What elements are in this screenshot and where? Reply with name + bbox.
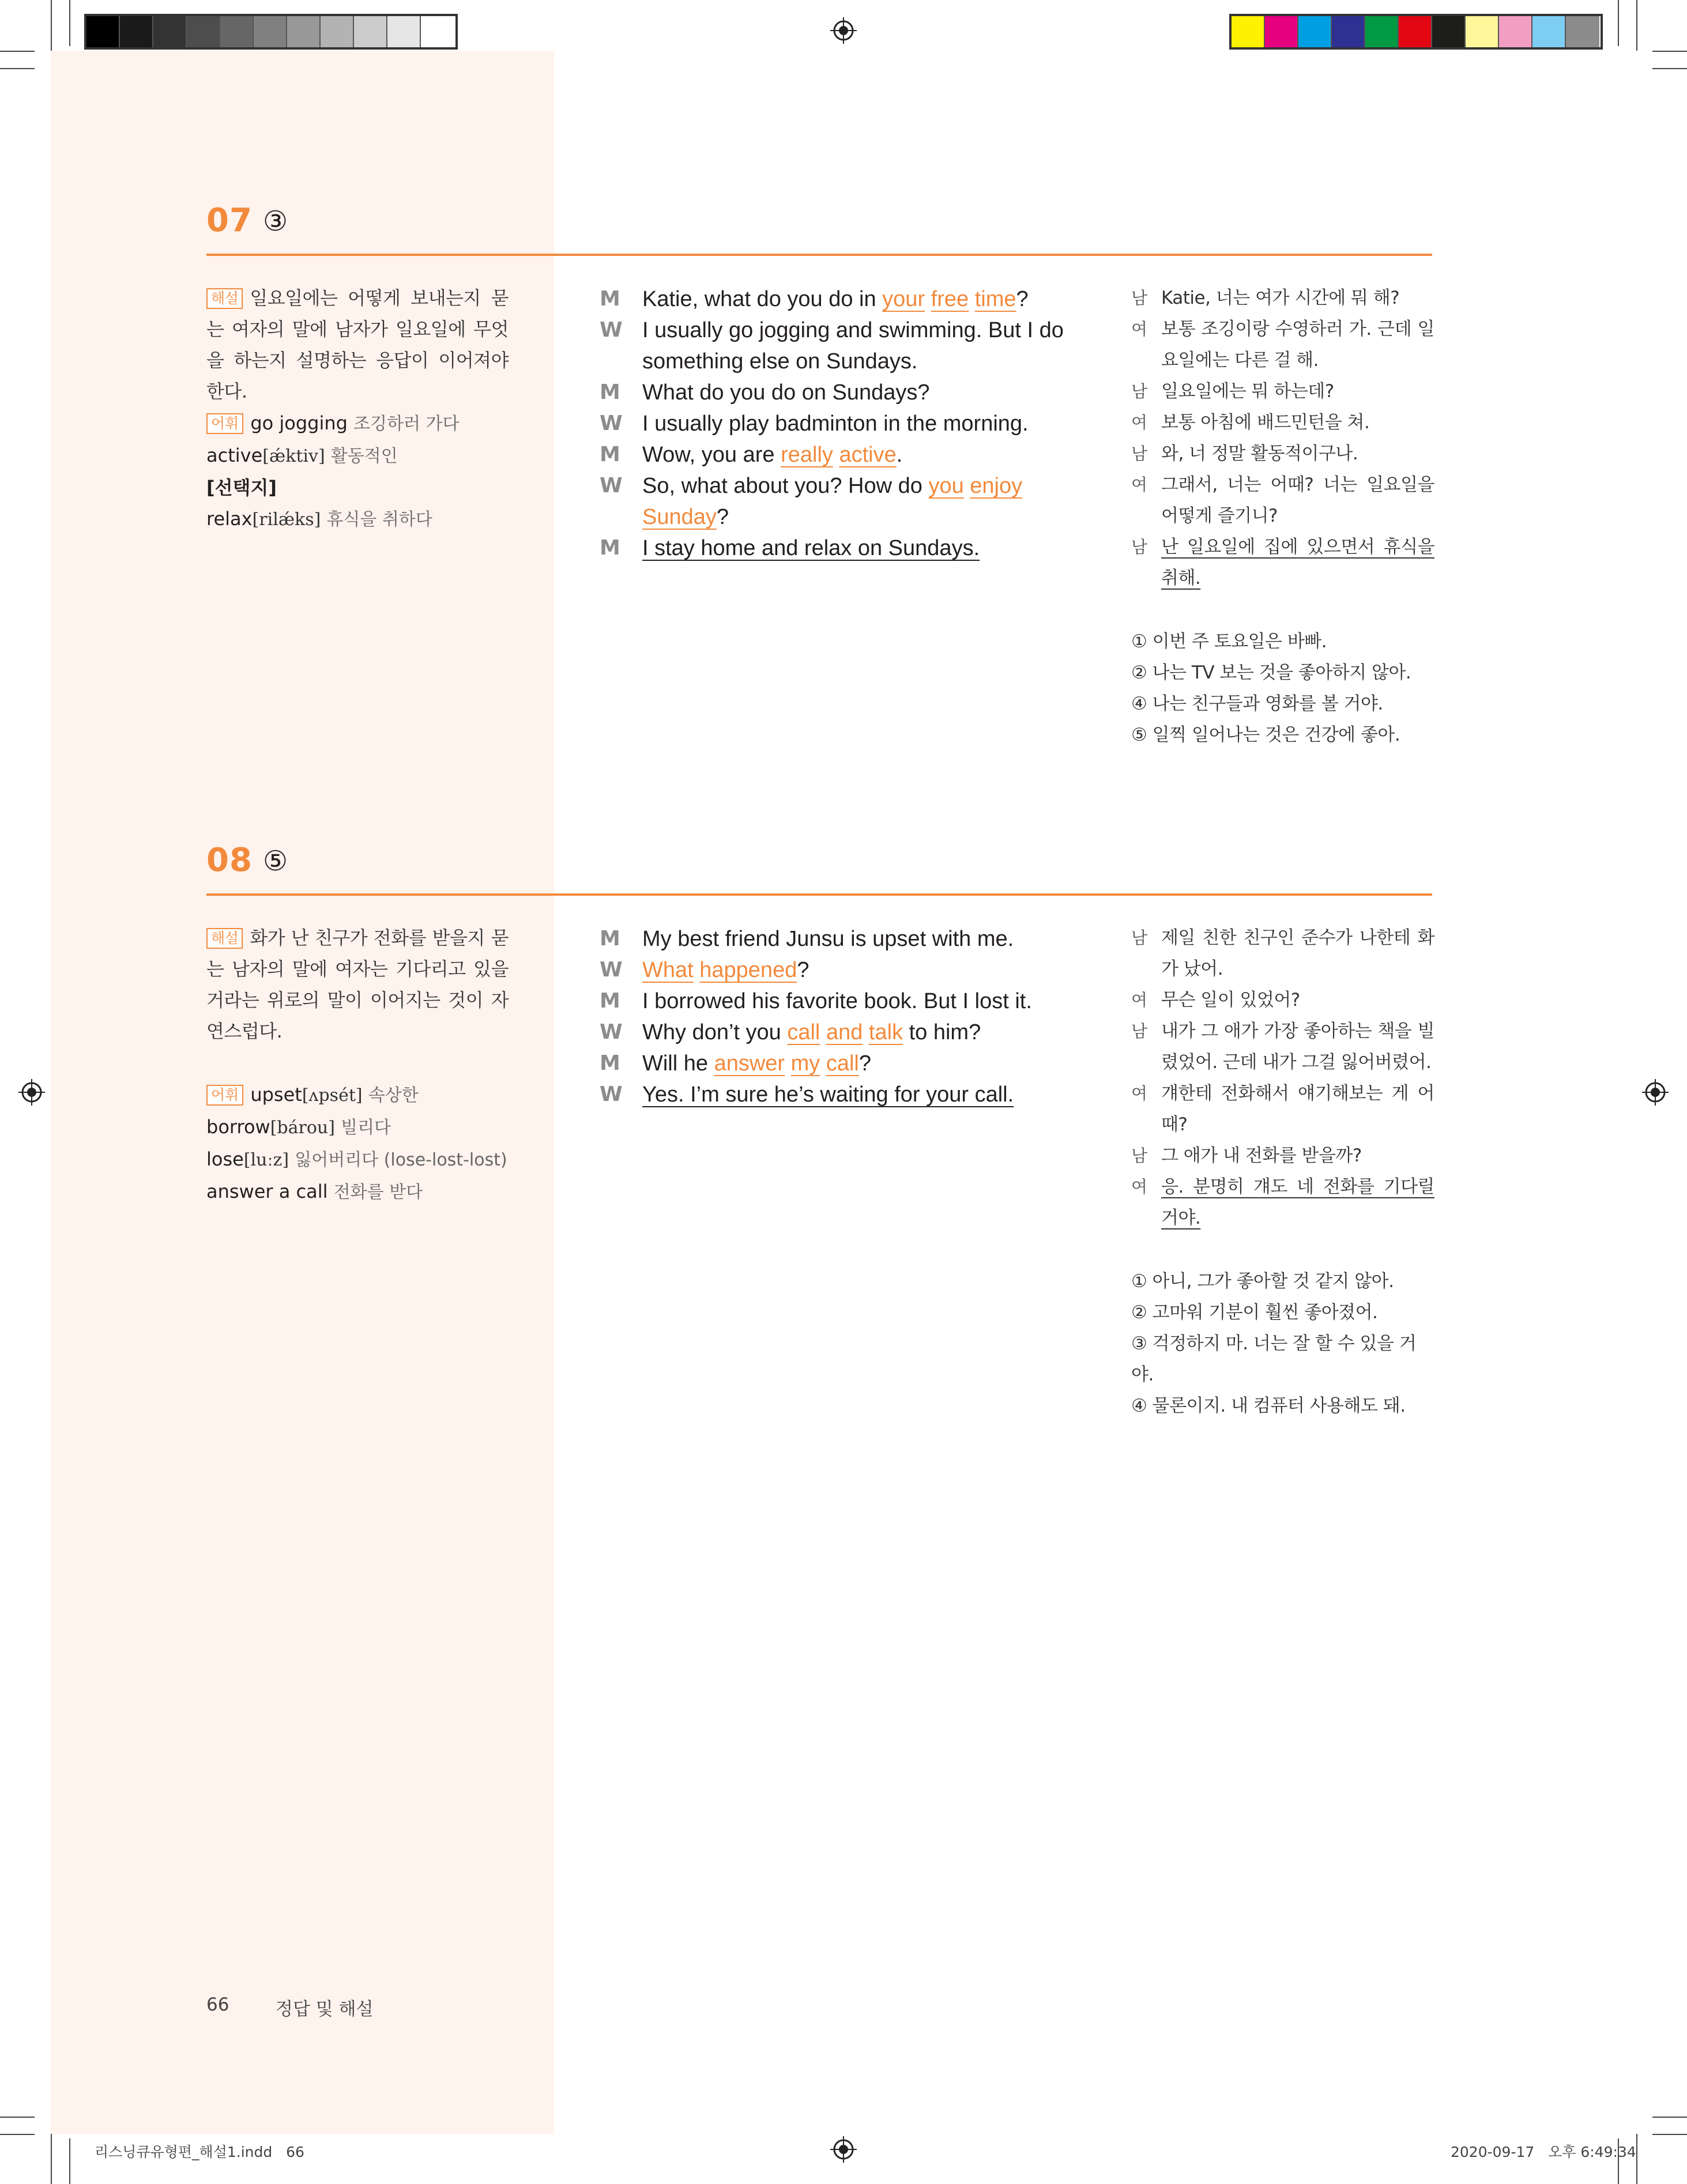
dialogue-line: [600, 1017, 1095, 1048]
vocab-word: borrow: [206, 1116, 270, 1138]
utterance: [1161, 282, 1434, 314]
line-text: What do you do on Sundays?: [642, 380, 930, 405]
vocabulary-block: [206, 408, 529, 535]
underlined-answer-text: free: [931, 287, 969, 311]
vocab-word: upset: [250, 1084, 302, 1106]
line-text: ?: [716, 505, 729, 529]
line-text: So, what about you? How do: [642, 474, 929, 498]
vocab-meaning: 빌리다: [341, 1118, 391, 1138]
speaker-label: 여: [1131, 1084, 1147, 1103]
underlined-answer-text: answer: [714, 1051, 785, 1076]
underlined-answer-text: you: [928, 474, 964, 498]
line-text: to him?: [903, 1020, 981, 1044]
dialogue-line: [600, 1079, 1095, 1110]
line-text: [964, 474, 970, 498]
translation-line: [1131, 1140, 1434, 1171]
line-text: ?: [1016, 287, 1029, 311]
line-text: [833, 443, 839, 467]
utterance: [642, 955, 1095, 986]
translation-line: [1131, 314, 1434, 376]
underlined-answer-text: happened: [699, 958, 797, 982]
speaker-label: 남: [1131, 928, 1147, 948]
section-divider: [206, 893, 1432, 896]
color-swatch: [187, 16, 220, 47]
vocab-meaning: 활동적인: [330, 446, 398, 466]
answer-marker: ③: [263, 205, 288, 237]
line-text: [785, 1051, 791, 1076]
vocab-item: [206, 408, 529, 440]
line-text: 그래서, 너는 어때? 너는 일요일을 어떻게 즐기니?: [1161, 474, 1434, 526]
translation-line: [1131, 438, 1434, 469]
translation-line: [1131, 1171, 1434, 1234]
line-text: Katie, what do you do in: [642, 287, 883, 311]
line-text: [694, 958, 700, 982]
explanation-block: [206, 282, 509, 407]
utterance: [1161, 922, 1434, 985]
underlined-answer-text: 응. 분명히 걔도 네 전화를 기다릴 거야.: [1161, 1176, 1434, 1228]
vocab-item: [206, 440, 529, 472]
underlined-answer-text: 난 일요일에 집에 있으면서 휴식을 취해.: [1161, 537, 1434, 589]
line-text: [820, 1051, 826, 1076]
line-text: 일요일에는 뭐 하는데?: [1161, 381, 1334, 402]
underlined-answer-text: active: [839, 443, 897, 467]
speaker-label: 여: [1131, 413, 1147, 432]
vocab-item: [206, 1176, 529, 1208]
dialogue-line: [600, 408, 1095, 439]
dialogue-line: [600, 955, 1095, 986]
color-swatch: [1232, 16, 1265, 47]
line-text: [863, 1020, 869, 1044]
explanation-text: 화가 난 친구가 전화를 받을지 묻는 남자의 말에 여자는 기다리고 있을 거라는 위로의 말이 이어지는 것이 자연스럽다.: [206, 927, 509, 1042]
vocab-word: lose: [206, 1148, 244, 1170]
translation-line: [1131, 407, 1434, 438]
speaker-label: W: [600, 474, 623, 497]
question-number: 07: [206, 202, 253, 239]
dialogue-line: [600, 470, 1095, 533]
utterance: [642, 533, 1095, 564]
dialogue-line: [600, 377, 1095, 408]
speaker-label: W: [600, 1082, 623, 1106]
dialogue-translation: [1131, 282, 1434, 594]
utterance: [1161, 1016, 1434, 1078]
color-swatch: [1399, 16, 1432, 47]
utterance: [1161, 1078, 1434, 1140]
speaker-label: W: [600, 412, 623, 435]
vocab-word: go jogging: [250, 412, 348, 434]
vocab-tag: 어휘: [206, 413, 243, 434]
translation-line: [1131, 922, 1434, 985]
color-swatch: [1499, 16, 1532, 47]
line-text: I usually play badminton in the morning.: [642, 412, 1029, 436]
translation-line: [1131, 1078, 1434, 1140]
dialogue-line: [600, 923, 1095, 955]
process-color-bar: [1229, 14, 1603, 50]
color-swatch: [254, 16, 287, 47]
vocab-word: relax: [206, 508, 253, 530]
color-swatch: [1466, 16, 1499, 47]
color-swatch: [1265, 16, 1298, 47]
color-swatch: [1298, 16, 1332, 47]
option-item: ④ 물론이지. 내 컴퓨터 사용해도 돼.: [1131, 1395, 1406, 1416]
answer-marker: ⑤: [263, 845, 288, 877]
option-item: ⑤ 일찍 일어나는 것은 건강에 좋아.: [1131, 725, 1400, 745]
vocab-pronunciation: [bárou]: [270, 1118, 335, 1138]
color-swatch: [1365, 16, 1399, 47]
color-swatch: [1566, 16, 1599, 47]
option-item: ② 고마워 기분이 훨씬 좋아졌어.: [1131, 1302, 1378, 1323]
vocab-pronunciation: [ʌpsét]: [302, 1085, 363, 1106]
underlined-answer-text: Yes. I’m sure he’s waiting for your call.: [642, 1082, 1014, 1107]
line-text: I usually go jogging and swimming. But I do something else on Sundays.: [642, 318, 1064, 374]
explanation-block: [206, 922, 509, 1047]
speaker-label: M: [600, 443, 620, 466]
explanation-text: 일요일에는 어떻게 보내는지 묻는 여자의 말에 남자가 일요일에 무엇을 하는지 설명하는 응답이 이어져야 한다.: [206, 287, 509, 402]
translation-line: [1131, 1016, 1434, 1078]
translation-line: [1131, 531, 1434, 594]
utterance: [642, 470, 1095, 533]
underlined-answer-text: time: [974, 287, 1016, 311]
line-text: [925, 287, 931, 311]
dialogue-translation: [1131, 922, 1434, 1234]
line-text: ?: [858, 1051, 872, 1076]
speaker-label: W: [600, 958, 623, 982]
underlined-answer-text: What: [642, 958, 694, 982]
translation-line: [1131, 985, 1434, 1016]
speaker-label: M: [600, 287, 620, 311]
color-swatch: [354, 16, 387, 47]
vocab-pronunciation: [rilǽks]: [252, 510, 321, 530]
vocab-meaning: 휴식을 취하다: [326, 510, 432, 530]
line-text: Wow, you are: [642, 443, 781, 467]
speaker-label: 남: [1131, 444, 1147, 463]
speaker-label: W: [600, 1020, 623, 1044]
page-number: 66: [206, 1994, 229, 2015]
underlined-answer-text: call: [826, 1051, 859, 1076]
underlined-answer-text: enjoy: [970, 474, 1023, 498]
color-swatch: [120, 16, 153, 47]
utterance: [642, 986, 1095, 1017]
line-text: .: [896, 443, 903, 467]
speaker-label: M: [600, 536, 620, 560]
speaker-label: W: [600, 318, 623, 342]
vocab-item: [206, 503, 529, 535]
vocab-tag: 어휘: [206, 1085, 243, 1106]
vocabulary-block: [206, 1079, 529, 1208]
registration-mark-icon: [830, 17, 857, 44]
grayscale-color-bar: [84, 14, 458, 50]
option-item: ② 나는 TV 보는 것을 좋아하지 않아.: [1131, 662, 1411, 683]
question-number: 08: [206, 842, 253, 879]
speaker-label: 남: [1131, 1146, 1147, 1165]
translation-line: [1131, 376, 1434, 407]
dialogue-script: [600, 923, 1095, 1110]
vocab-word: answer a call: [206, 1180, 328, 1202]
vocab-pronunciation: [luːz]: [243, 1150, 289, 1170]
line-text: 그 애가 내 전화를 받을까?: [1161, 1145, 1362, 1166]
utterance: [642, 284, 1095, 315]
utterance: [1161, 1171, 1434, 1234]
speaker-label: 남: [1131, 288, 1147, 308]
line-text: 제일 친한 친구인 준수가 나한테 화가 났어.: [1161, 927, 1434, 979]
option-item: ③ 걱정하지 마. 너는 잘 할 수 있을 거야.: [1131, 1333, 1417, 1385]
speaker-label: M: [600, 927, 620, 950]
dialogue-script: [600, 284, 1095, 564]
color-swatch: [287, 16, 321, 47]
underlined-answer-text: your: [882, 287, 925, 311]
dialogue-line: [600, 986, 1095, 1017]
speaker-label: 남: [1131, 382, 1147, 401]
underlined-answer-text: call: [787, 1020, 820, 1044]
line-text: Why don’t you: [642, 1020, 788, 1044]
utterance: [642, 1048, 1095, 1079]
speaker-label: 여: [1131, 319, 1147, 339]
option-item: ④ 나는 친구들과 영화를 볼 거야.: [1131, 693, 1383, 714]
underlined-answer-text: really: [781, 443, 833, 467]
translation-line: [1131, 282, 1434, 314]
utterance: [642, 408, 1095, 439]
speaker-label: 여: [1131, 990, 1147, 1010]
registration-mark-icon: [830, 2136, 857, 2163]
speaker-label: M: [600, 1051, 620, 1075]
vocab-meaning: 전화를 받다: [333, 1182, 423, 1202]
underlined-answer-text: Sunday: [642, 505, 717, 529]
utterance: [1161, 376, 1434, 407]
line-text: [820, 1020, 826, 1044]
underlined-answer-text: talk: [868, 1020, 903, 1044]
vocab-meaning: 속상한: [368, 1085, 419, 1106]
color-swatch: [321, 16, 354, 47]
color-swatch: [1332, 16, 1365, 47]
color-swatch: [421, 16, 454, 47]
utterance: [642, 1079, 1095, 1110]
underlined-answer-text: I stay home and relax on Sundays.: [642, 536, 980, 560]
utterance: [642, 1017, 1095, 1048]
vocab-item: [206, 1144, 529, 1176]
translation-line: [1131, 469, 1434, 531]
underlined-answer-text: my: [790, 1051, 820, 1076]
print-slug-timestamp: 2020-09-17 오후 6:49:34: [1451, 2144, 1636, 2160]
choices-section-label: [선택지]: [206, 477, 277, 499]
utterance: [1161, 469, 1434, 531]
line-text: 걔한테 전화해서 얘기해보는 게 어때?: [1161, 1083, 1434, 1135]
dialogue-line: [600, 315, 1095, 377]
speaker-label: M: [600, 989, 620, 1013]
color-swatch: [220, 16, 254, 47]
vocab-meaning: 조깅하러 가다: [353, 414, 460, 434]
explanation-tag: 해설: [206, 928, 243, 949]
line-text: ?: [797, 958, 809, 982]
line-text: Will he: [642, 1051, 714, 1076]
vocab-word: active: [206, 444, 263, 466]
line-text: 보통 아침에 배드민턴을 쳐.: [1161, 412, 1370, 433]
line-text: My best friend Junsu is upset with me.: [642, 927, 1014, 951]
underlined-answer-text: and: [826, 1020, 863, 1044]
color-swatch: [86, 16, 120, 47]
utterance: [1161, 985, 1434, 1016]
utterance: [642, 377, 1095, 408]
print-slug-filename: 리스닝큐유형편_해설1.indd 66: [95, 2144, 304, 2160]
line-text: 내가 그 애가 가장 좋아하는 책을 빌렸었어. 근데 내가 그걸 잃어버렸어.: [1161, 1021, 1434, 1073]
speaker-label: M: [600, 380, 620, 404]
vocab-pronunciation: [ǽktiv]: [262, 446, 325, 466]
color-swatch: [1432, 16, 1466, 47]
speaker-label: 남: [1131, 537, 1147, 557]
color-swatch: [153, 16, 187, 47]
line-text: [969, 287, 975, 311]
explanation-tag: 해설: [206, 288, 243, 309]
utterance: [1161, 438, 1434, 469]
color-swatch: [387, 16, 421, 47]
color-swatch: [1532, 16, 1566, 47]
line-text: 보통 조깅이랑 수영하러 가. 근데 일요일에는 다른 걸 해.: [1161, 319, 1434, 371]
utterance: [642, 439, 1095, 470]
vocab-item: [206, 1111, 529, 1144]
speaker-label: 여: [1131, 1177, 1147, 1197]
speaker-label: 남: [1131, 1021, 1147, 1041]
speaker-label: 여: [1131, 475, 1147, 495]
line-text: I borrowed his favorite book. But I lost it.: [642, 989, 1032, 1013]
utterance: [642, 923, 1095, 955]
answer-options: [1131, 1266, 1434, 1421]
dialogue-line: [600, 1048, 1095, 1079]
vocab-item: [206, 1079, 529, 1111]
section-divider: [206, 254, 1432, 256]
line-text: 무슨 일이 있었어?: [1161, 990, 1300, 1010]
dialogue-line: [600, 533, 1095, 564]
option-item: ① 이번 주 토요일은 바빠.: [1131, 631, 1327, 652]
dialogue-line: [600, 284, 1095, 315]
utterance: [1161, 1140, 1434, 1171]
registration-mark-icon: [1642, 1079, 1669, 1106]
option-item: ① 아니, 그가 좋아할 것 같지 않아.: [1131, 1271, 1394, 1292]
utterance: [1161, 531, 1434, 594]
utterance: [1161, 314, 1434, 376]
vocab-meaning: 잃어버리다 (lose-lost-lost): [295, 1150, 507, 1170]
utterance: [1161, 407, 1434, 438]
registration-mark-icon: [18, 1079, 45, 1106]
utterance: [642, 315, 1095, 377]
answer-options: [1131, 626, 1434, 750]
dialogue-line: [600, 439, 1095, 470]
section-title: 정답 및 해설: [276, 1999, 374, 2020]
line-text: Katie, 너는 여가 시간에 뭐 해?: [1161, 288, 1400, 308]
line-text: 와, 너 정말 활동적이구나.: [1161, 443, 1358, 464]
